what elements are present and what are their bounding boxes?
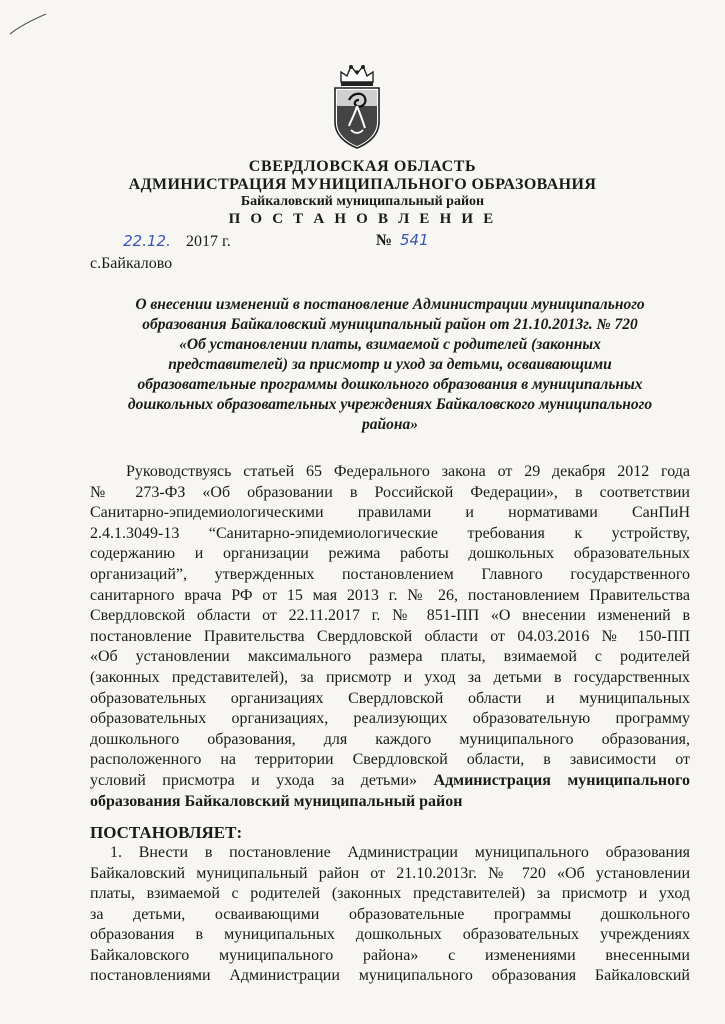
- preamble-line: расположенного на территории Свердловской области, в зависимости от: [90, 751, 690, 769]
- document-number-label: №: [376, 232, 393, 249]
- preamble-line: постановление Правительства Свердловской области от 04.03.2016 № 150-ПП: [90, 627, 690, 645]
- preamble-line: санитарного врача РФ от 15 мая 2013 г. № 26, постановлением Правительства: [90, 586, 690, 604]
- document-place: с.Байкалово: [90, 255, 173, 272]
- decree-heading: ПОСТАНОВЛЯЕТ:: [90, 823, 243, 842]
- preamble-line: Свердловской области от 22.11.2017 г. № 851-ПП «О внесении изменений в: [90, 607, 690, 625]
- preamble-line: (законных представителей), за присмотр и уход за детьми в государственных: [90, 668, 690, 686]
- title-line: образовательные программы дошкольного образования в муниципальных: [137, 376, 643, 393]
- pen-stroke-mark: [8, 10, 48, 38]
- clause-1-line: Байкаловского муниципального района» с изменениями внесенными: [90, 946, 690, 964]
- preamble-paragraph: [90, 462, 690, 812]
- title-line: О внесении изменений в постановление Администрации муниципального: [135, 296, 645, 313]
- preamble-line: № 273-ФЗ «Об образовании в Российской Федерации», в соответствии: [90, 483, 690, 501]
- document-type-heading: П О С Т А Н О В Л Е Н И Е: [228, 211, 497, 227]
- preamble-line: Санитарно-эпидемиологическими правилами и нормативами СанПиН: [90, 504, 690, 522]
- clause-1-paragraph: [90, 843, 690, 987]
- preamble-line: образовательных организациях Свердловской области и муниципальных: [90, 689, 690, 707]
- title-line: образования Байкаловский муниципальный район от 21.10.2013г. № 720: [142, 316, 638, 333]
- handwritten-date: 22.12.: [123, 232, 171, 250]
- preamble-line: дошкольного образования, для каждого муниципального образования,: [90, 730, 690, 748]
- title-line: представителей) за присмотр и уход за детьми, осваивающими: [168, 356, 612, 373]
- preamble-line: организаций”, утвержденных постановлением Главного государственного: [90, 565, 690, 583]
- handwritten-document-number: 541: [400, 231, 429, 249]
- district-heading: Байкаловский муниципальный район: [240, 194, 485, 209]
- document-title: [90, 295, 690, 435]
- preamble-line: 2.4.1.3049-13 “Санитарно-эпидемиологические требования к устройству,: [90, 524, 690, 542]
- region-heading: СВЕРДЛОВСКАЯ ОБЛАСТЬ: [248, 158, 477, 175]
- title-line: дошкольных образовательных учреждениях Байкаловского муниципального: [127, 396, 653, 413]
- coat-of-arms-emblem: [329, 62, 385, 150]
- preamble-line: «Об установлении максимального размера платы, взимаемой с родителей: [90, 648, 690, 666]
- clause-1-line: платы, взимаемой с родителей (законных представителей) за присмотр и уход: [90, 885, 690, 902]
- title-line: «Об установлении платы, взимаемой с родителей (законных: [179, 336, 601, 353]
- title-line: района»: [362, 416, 418, 433]
- preamble-bold-last-line: образования Байкаловский муниципальный район: [90, 792, 463, 810]
- clause-1-line: постановлениями Администрации муниципального образования Байкаловский: [90, 967, 690, 984]
- date-year: 2017 г.: [186, 233, 231, 250]
- preamble-bold-tail: Администрация муниципального: [433, 771, 691, 789]
- document-date: [90, 232, 231, 251]
- clause-1-line: образования в муниципальных дошкольных образовательных учреждениях: [90, 926, 690, 943]
- preamble-line: [90, 771, 690, 792]
- preamble-line: содержанию и организации режима работы дошкольных образовательных: [90, 545, 690, 563]
- clause-1-line: за детьми, осваивающими образовательные программы дошкольного: [90, 905, 690, 923]
- preamble-line-text: условий присмотра и ухода за детьми»: [90, 771, 418, 789]
- administration-heading: АДМИНИСТРАЦИЯ МУНИЦИПАЛЬНОГО ОБРАЗОВАНИЯ: [128, 176, 597, 193]
- clause-1-line: 1. Внести в постановление Администрации муниципального образования: [110, 844, 690, 861]
- clause-1-line: Байкаловский муниципальный район от 21.10.2013г. № 720 «Об установлении: [90, 864, 690, 882]
- preamble-line: Руководствуясь статьей 65 Федерального закона от 29 декабря 2012 года: [126, 463, 690, 480]
- preamble-line: образовательных организациях, реализующих образовательную программу: [90, 710, 690, 728]
